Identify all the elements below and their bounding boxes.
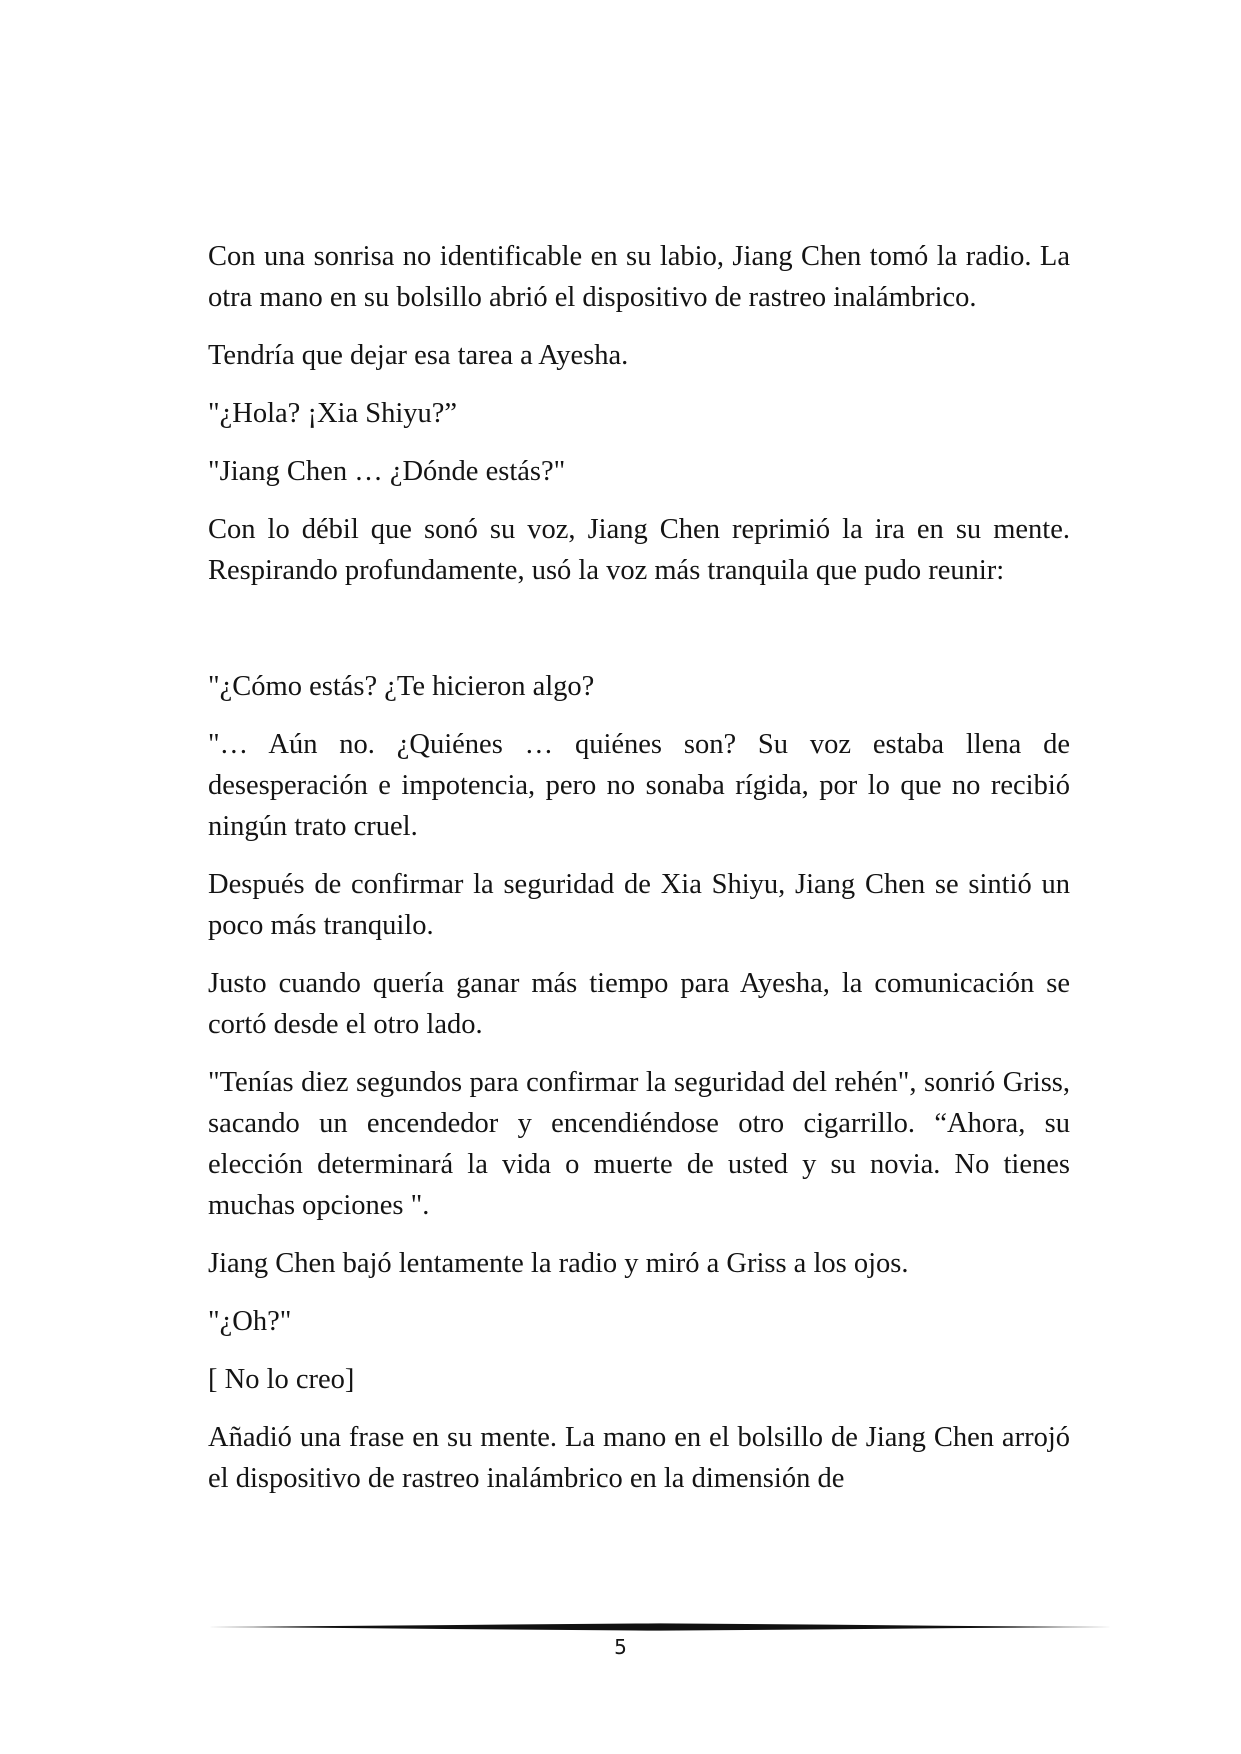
paragraph: Jiang Chen bajó lentamente la radio y miró a Griss a los ojos. bbox=[208, 1248, 909, 1279]
footer-rule bbox=[208, 1621, 1112, 1633]
paragraph: "¿Oh?" bbox=[208, 1306, 292, 1337]
paragraph: "Jiang Chen … ¿Dónde estás?" bbox=[208, 456, 566, 487]
paragraph: [ No lo creo] bbox=[208, 1364, 355, 1395]
paragraph: Añadió una frase en su mente. La mano en el bolsillo de Jiang Chen arrojó el dispositivo de rastreo inalámbrico en la dimensión de bbox=[208, 1422, 1070, 1494]
page-number: 5 bbox=[614, 1635, 627, 1659]
paragraph: Con una sonrisa no identificable en su labio, Jiang Chen tomó la radio. La otra mano en su bolsillo abrió el dispositivo de rastreo inalámbrico. bbox=[208, 241, 1070, 313]
paragraph: "… Aún no. ¿Quiénes … quiénes son? Su voz estaba llena de desesperación e impotencia, pero no sonaba rígida, por lo que no recibió ningún trato cruel. bbox=[208, 729, 1070, 842]
paragraph: Después de confirmar la seguridad de Xia Shiyu, Jiang Chen se sintió un poco más tranquilo. bbox=[208, 869, 1070, 941]
paragraph: "¿Cómo estás? ¿Te hicieron algo? bbox=[208, 671, 595, 702]
paragraph: "¿Hola? ¡Xia Shiyu?” bbox=[208, 398, 458, 429]
paragraph: Justo cuando quería ganar más tiempo para Ayesha, la comunicación se cortó desde el otro lado. bbox=[208, 968, 1070, 1040]
page-body bbox=[208, 236, 1070, 1516]
paragraph: Tendría que dejar esa tarea a Ayesha. bbox=[208, 340, 629, 371]
paragraph: Con lo débil que sonó su voz, Jiang Chen reprimió la ira en su mente. Respirando profundamente, usó la voz más tranquila que pudo reunir: bbox=[208, 514, 1070, 586]
paragraph: "Tenías diez segundos para confirmar la seguridad del rehén", sonrió Griss, sacando un encendedor y encendiéndose otro cigarrillo. “Ahora, su elección determinará la vida o muerte de usted y su novia. No tienes muchas opciones ". bbox=[208, 1067, 1070, 1221]
